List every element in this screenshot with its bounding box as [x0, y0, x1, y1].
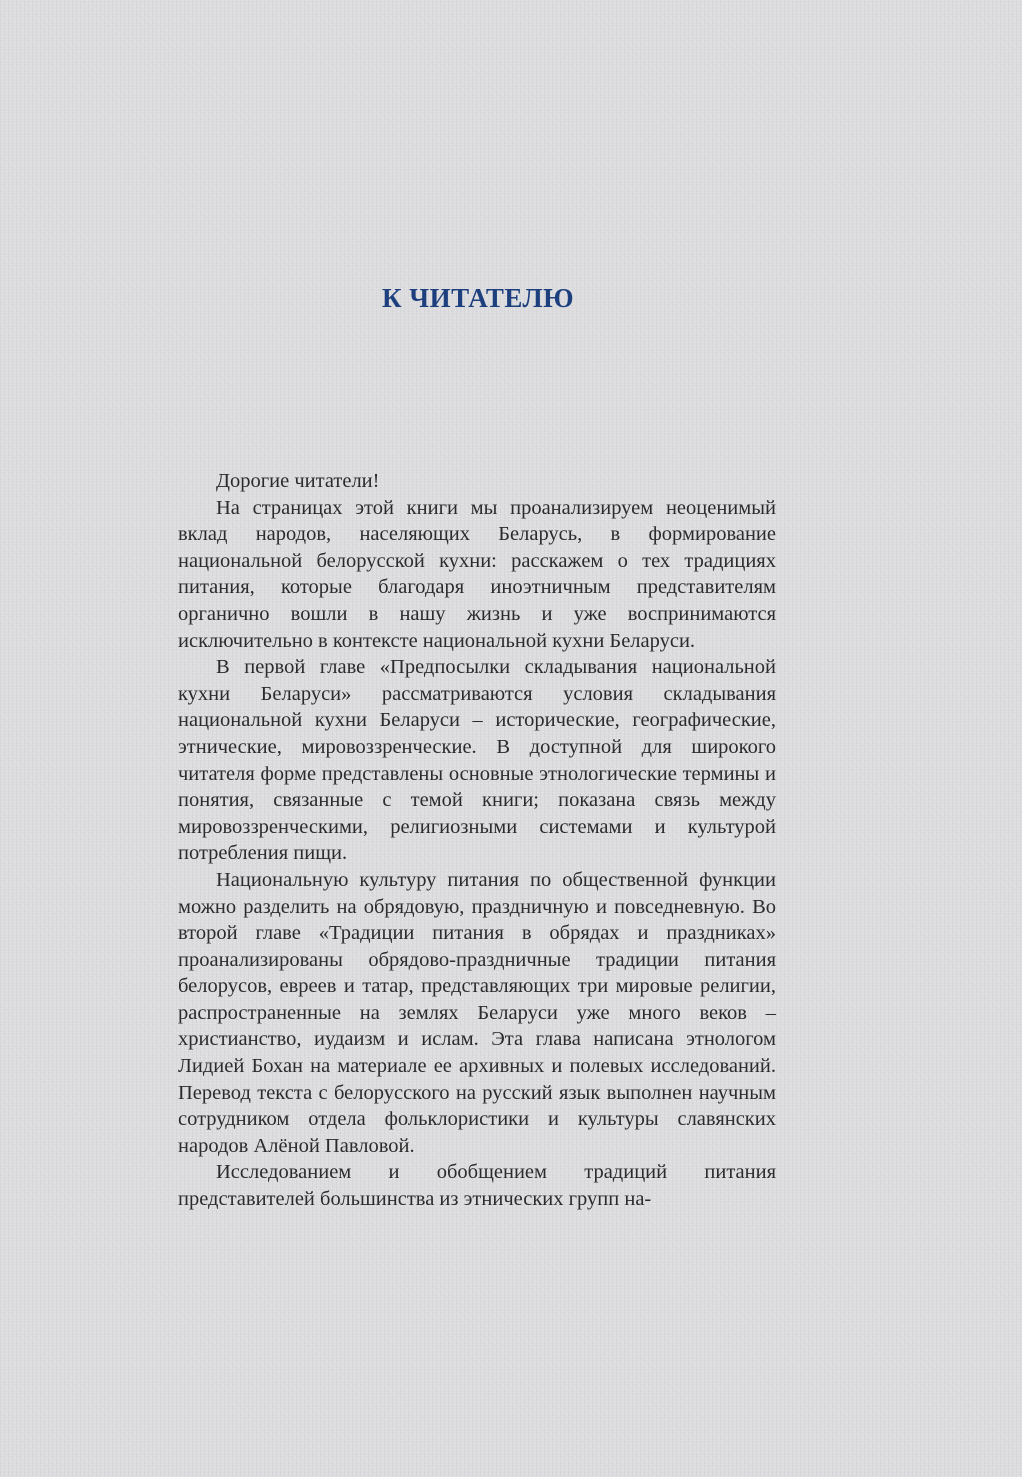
paragraph-research: Исследованием и обобщением традиций питания представителей большинства из этнических групп на-	[178, 1161, 776, 1211]
body-text	[178, 468, 776, 1213]
paragraph-greeting: Дорогие читатели!	[216, 470, 380, 492]
paragraph-chapter-one: В первой главе «Предпосылки складывания национальной кухни Беларуси» рассматриваются условия складывания национальной кухни Беларуси – исторические, географические, этнические, мировоззренческие. В доступной для широкого читателя форме представлены основные этнологические термины и понятия, связанные с темой книги; показана связь между мировоззренческими, религиозными системами и культурой потребления пищи.	[178, 656, 776, 865]
paragraph-intro: На страницах этой книги мы проанализируем неоценимый вклад народов, населяющих Беларусь, в формирование национальной белорусской кухни: расскажем о тех традициях питания, которые благодаря иноэтничным представителям органично вошли в нашу жизнь и уже воспринимаются исключительно в контексте национальной кухни Беларуси.	[178, 496, 776, 652]
paragraph-chapter-two: Национальную культуру питания по общественной функции можно разделить на обрядовую, праздничную и повседневную. Во второй главе «Традиции питания в обрядах и праздниках» проанализированы обрядово-праздничные традиции питания белорусов, евреев и татар, представляющих три мировые религии, распространенные на землях Беларуси уже много веков – христианство, иудаизм и ислам. Эта глава написана этнологом Лидией Бохан на материале ее архивных и полевых исследований. Перевод текста с белорусского на русский язык выполнен научным сотрудником отдела фольклористики и культуры славянских народов Алёной Павловой.	[178, 868, 776, 1157]
page-title: К ЧИТАТЕЛЮ	[381, 283, 575, 313]
